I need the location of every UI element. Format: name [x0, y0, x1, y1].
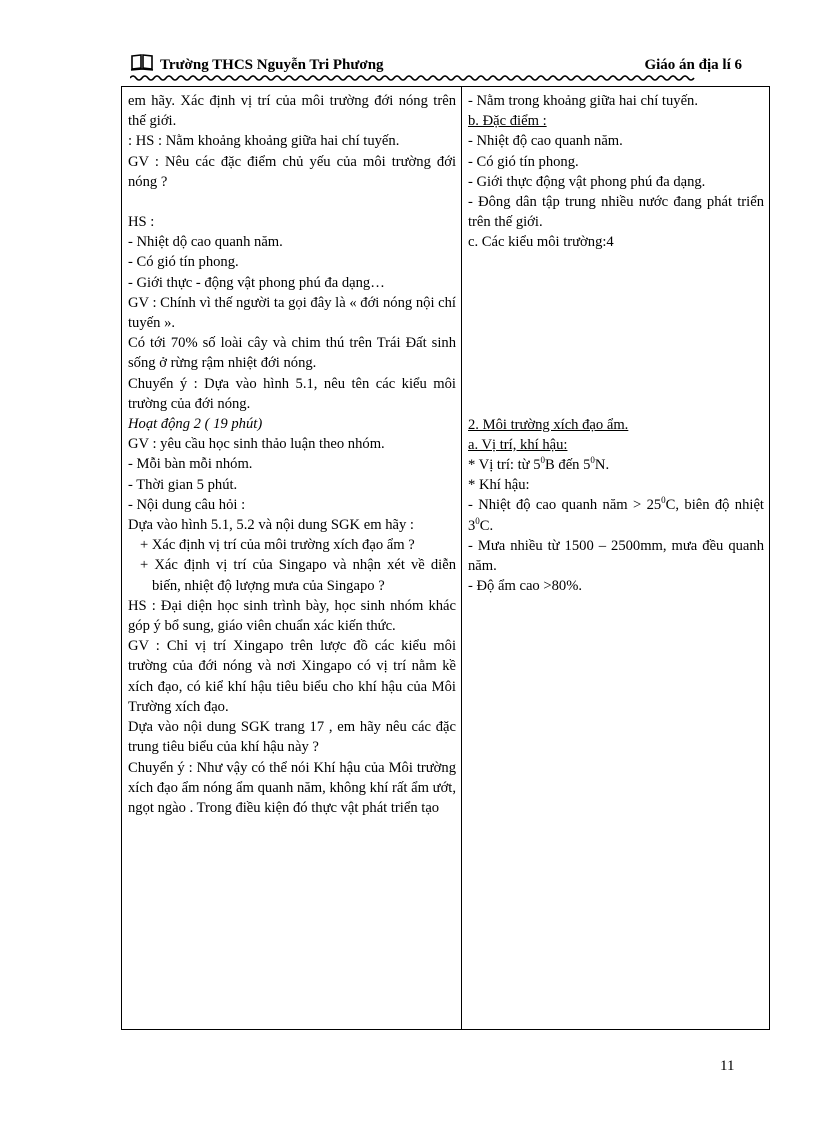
school-name: Trường THCS Nguyễn Tri Phương	[160, 57, 384, 73]
text-line: - Đông dân tập trung nhiều nước đang phát triển trên thế giới.	[468, 194, 764, 231]
text-line: * Khí hậu:	[468, 477, 530, 494]
course-title: Giáo án địa lí 6	[644, 57, 742, 73]
text-line: GV : Chỉ vị trí Xingapo trên lược đồ các kiểu môi trường của đới nóng và nơi Xingapo có vị trí nằm kề xích đạo, có kiể khí hậu tiêu biểu cho khí hậu của Môi Trường xích đạo.	[128, 638, 456, 715]
page-number: 11	[720, 1058, 735, 1074]
text-line: Dựa vào nội dung SGK trang 17 , em hãy nêu các đặc trung tiêu biểu của khí hậu này ?	[128, 719, 456, 756]
page-header	[130, 52, 744, 82]
text-line: : HS : Nằm khoảng khoảng giữa hai chí tuyến.	[128, 133, 400, 150]
text-line: GV : Chính vì thế người ta gọi đây là « đới nóng nội chí tuyến ».	[128, 294, 456, 332]
text-line: - Mỗi bàn mỗi nhóm.	[128, 456, 253, 473]
text-line: GV : Nêu các đặc điểm chủ yếu của môi trường đới nóng ?	[128, 153, 456, 190]
text-line: Dựa vào hình 5.1, 5.2 và nội dung SGK em hãy :	[128, 517, 414, 534]
text-line: - Độ ẩm cao >80%.	[468, 578, 582, 595]
open-book-icon	[130, 52, 154, 72]
text-line: GV : yêu cầu học sinh thảo luận theo nhóm.	[128, 436, 385, 453]
lesson-content-column	[462, 87, 770, 1030]
text-line: Có tới 70% số loài cây và chim thú trên Trái Đất sinh sống ở rừng rậm nhiệt đới nóng.	[128, 335, 456, 372]
text-line: - Giới thực động vật phong phú đa dạng.	[468, 173, 706, 190]
question-item: + Xác định vị trí của môi trường xích đạo ẩm ?	[140, 537, 415, 554]
text-line: - Mưa nhiều từ 1500 – 2500mm, mưa đều quanh năm.	[468, 537, 764, 575]
text-line: c. Các kiểu môi trường:4	[468, 234, 614, 251]
lesson-table	[121, 86, 770, 1030]
section-heading: b. Đặc điểm :	[468, 113, 547, 130]
text-line: HS :	[128, 214, 155, 231]
text-line: em hãy. Xác định vị trí của môi trường đới nóng trên thế giới.	[128, 93, 456, 130]
text-line: - Nhiệt độ cao quanh năm.	[468, 133, 623, 150]
activity-heading: Hoạt động 2 ( 19 phút)	[128, 416, 263, 433]
section-heading: a. Vị trí, khí hậu:	[468, 436, 568, 453]
text-line: Chuyển ý : Dựa vào hình 5.1, nêu tên các kiểu môi trường của đới nóng.	[128, 375, 456, 412]
text-line: - Giới thực - động vật phong phú đa dạng…	[128, 274, 385, 291]
text-line: Chuyển ý : Như vậy có thể nói Khí hậu của Môi trường xích đạo ẩm nóng ẩm quanh năm, không khí rất ẩm ướt, ngọt ngào . Trong điều kiện đó thực vật phát triển tạo	[128, 759, 456, 816]
teacher-student-activity-column	[122, 87, 462, 1030]
text-line: - Có gió tín phong.	[128, 254, 239, 271]
header-wavy-line	[130, 74, 744, 82]
section-heading: 2. Môi trường xích đạo ẩm.	[468, 416, 629, 433]
text-line: HS : Đại diện học sinh trình bày, học sinh nhóm khác góp ý bổ sung, giáo viên chuẩn xác kiến thức.	[128, 597, 456, 635]
text-line: - Nhiệt dộ cao quanh năm.	[128, 234, 283, 251]
text-line: - Có gió tín phong.	[468, 153, 579, 170]
table-row	[122, 87, 770, 1030]
text-line: * Vị trí: từ $5^0B$ đến $5^0N$.	[468, 455, 610, 474]
text-line: - Nằm trong khoảng giữa hai chí tuyến.	[468, 93, 699, 109]
question-item: + Xác định vị trí của Singapo và nhận xét về diễn biến, nhiệt độ lượng mưa của Singapo ?	[140, 557, 456, 594]
text-line: - Thời gian 5 phút.	[128, 476, 238, 493]
text-line: - Nội dung câu hỏi :	[128, 496, 246, 513]
text-line: - Nhiệt độ cao quanh năm > $25^0C$, biên độ nhiệt $3^0C$.	[468, 495, 764, 534]
